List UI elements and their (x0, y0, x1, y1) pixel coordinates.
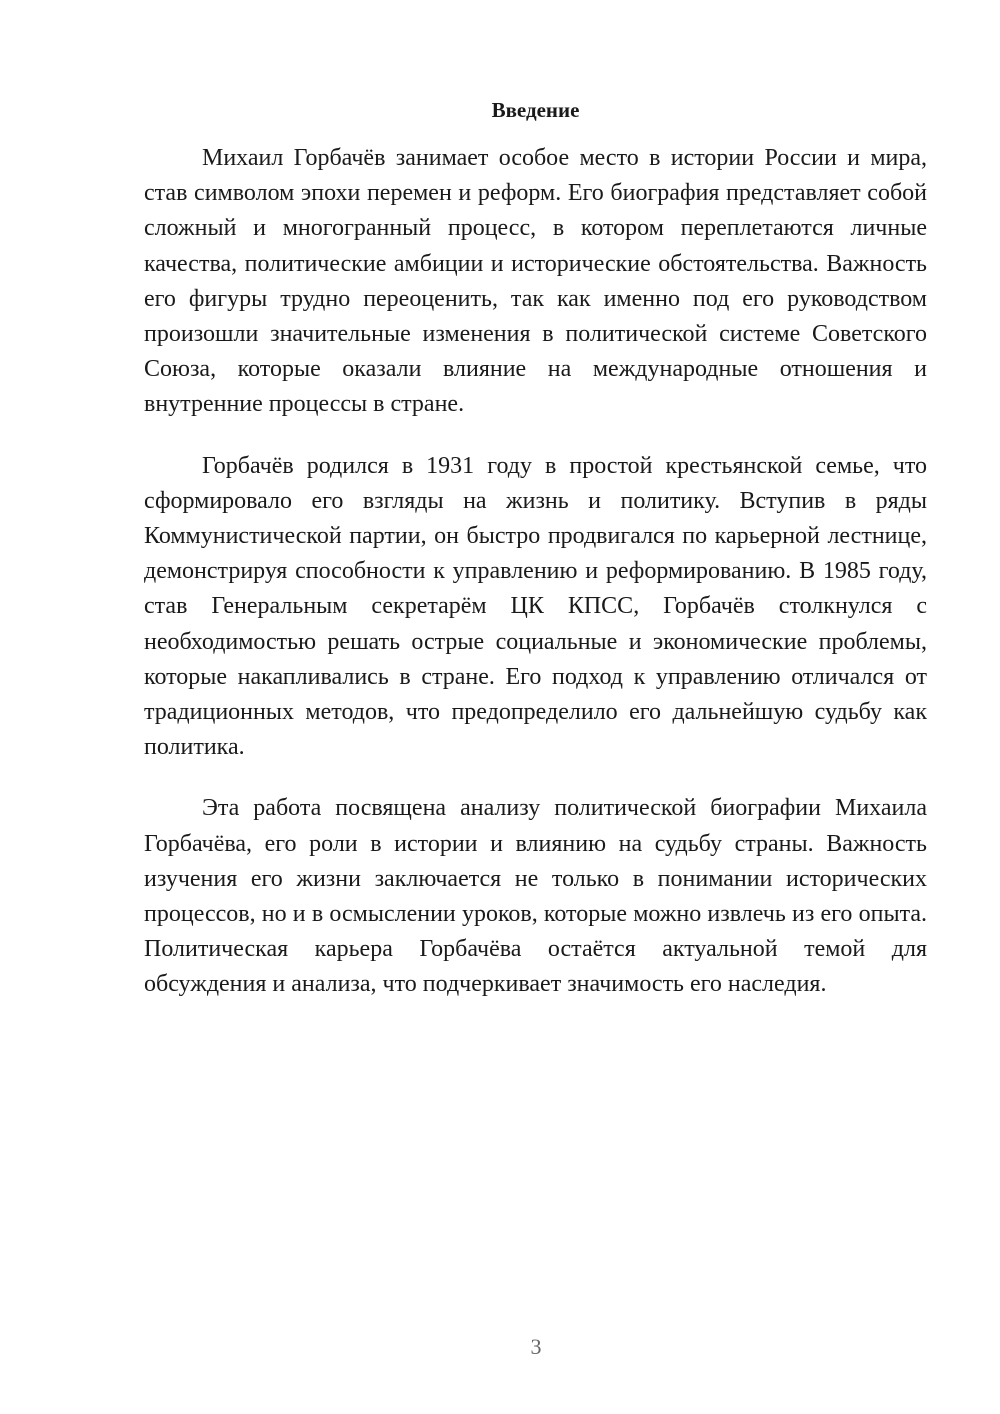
paragraph-1: Михаил Горбачёв занимает особое место в истории России и мира, став символом эпохи перемен и реформ. Его биография представляет собой сложный и многогранный процесс, в котором переплетаются личные качества, политические амбиции и исторические обстоятельства. Важность его фигуры трудно переоценить, так как именно под его руководством произошли значительные изменения в политической системе Советского Союза, которые оказали влияние на международные отношения и внутренние процессы в стране. (144, 145, 927, 418)
body-text (144, 141, 927, 1029)
page-number: 3 (530, 1334, 542, 1359)
paragraph-2: Горбачёв родился в 1931 году в простой крестьянской семье, что сформировало его взгляды на жизнь и политику. Вступив в ряды Коммунистической партии, он быстро продвигался по карьерной лестнице, демонстрируя способности к управлению и реформированию. В 1985 году, став Генеральным секретарём ЦК КПСС, Горбачёв столкнулся с необходимостью решать острые социальные и экономические проблемы, которые накапливались в стране. Его подход к управлению отличался от традиционных методов, что предопределило его дальнейшую судьбу как политика. (144, 452, 927, 761)
section-title: Введение (491, 98, 580, 122)
paragraph-3: Эта работа посвящена анализу политической биографии Михаила Горбачёва, его роли в истории и влиянию на судьбу страны. Важность изучения его жизни заключается не только в понимании исторических процессов, но и в осмыслении уроков, которые можно извлечь из его опыта. Политическая карьера Горбачёва остаётся актуальной темой для обсуждения и анализа, что подчеркивает значимость его наследия. (144, 795, 927, 998)
